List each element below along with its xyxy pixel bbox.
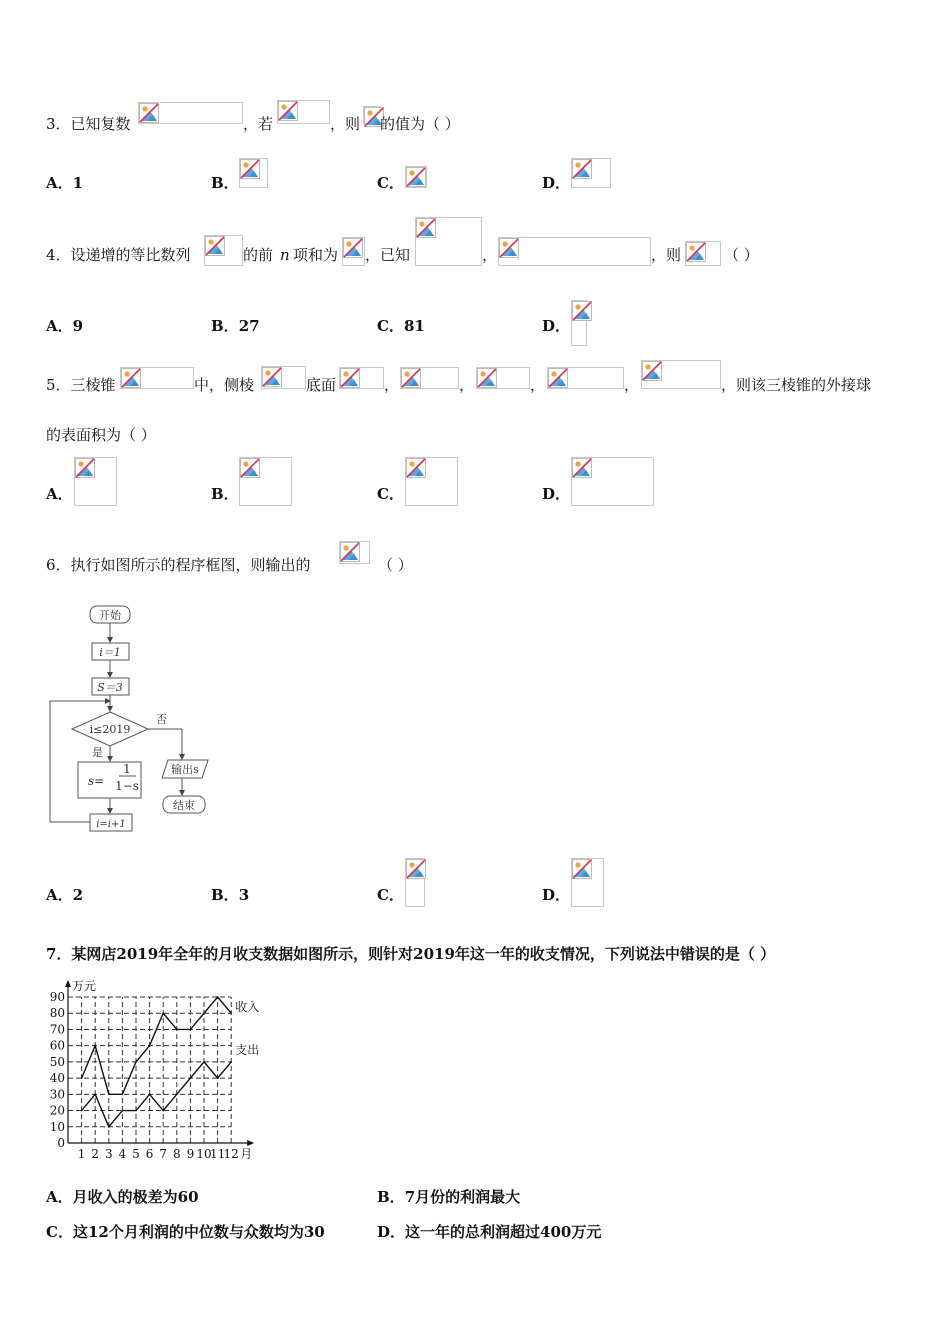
flow-init-s-text: S＝3 <box>97 681 123 694</box>
option-value: 9 <box>72 317 84 335</box>
q3-comma-ruo: ，若 <box>243 115 274 133</box>
y-tick-label: 50 <box>49 1054 65 1069</box>
flow-end-text: 结束 <box>173 799 195 812</box>
flow-assign-left: s= <box>88 774 105 788</box>
option-value: 81 <box>403 317 425 335</box>
x-tick-label: 11 <box>209 1147 226 1161</box>
data-point <box>217 1077 219 1079</box>
formula-image <box>261 366 306 389</box>
q7-option-d[interactable] <box>377 1222 601 1242</box>
q5-stem-line2: 的表面积为（ ） <box>46 426 156 444</box>
flow-start-text: 开始 <box>99 609 121 622</box>
q4-stem-d: ，已知 <box>365 246 411 264</box>
broken-image-icon <box>262 367 282 387</box>
data-point <box>81 1077 83 1079</box>
q5-stem-c: 底面 <box>306 376 337 394</box>
data-point <box>122 1110 124 1112</box>
option-value: 27 <box>238 317 260 335</box>
x-tick-label: 7 <box>159 1147 168 1161</box>
formula-image <box>339 541 370 564</box>
formula-image <box>120 367 194 389</box>
option-label: C． <box>377 317 404 335</box>
series-label: 收入 <box>235 1000 260 1015</box>
broken-image-icon <box>121 368 141 388</box>
broken-image-icon <box>477 368 497 388</box>
broken-image-icon <box>499 238 519 258</box>
broken-image-icon <box>642 361 662 381</box>
flow-assign-den: 1−s <box>115 779 139 793</box>
q4-option-a[interactable] <box>46 316 83 336</box>
formula-image <box>498 237 651 266</box>
data-point <box>176 1094 178 1096</box>
broken-image-icon <box>401 368 421 388</box>
data-point <box>135 1061 137 1063</box>
q7-option-b[interactable] <box>377 1187 520 1207</box>
q5-option-a[interactable] <box>46 484 73 504</box>
data-point <box>135 1110 137 1112</box>
q5-option-b[interactable] <box>211 484 239 504</box>
option-value: 2 <box>72 886 84 904</box>
option-label: D． <box>542 174 571 192</box>
x-tick-label: 12 <box>223 1147 239 1161</box>
broken-image-icon <box>278 101 298 121</box>
option-label: C． <box>377 174 404 192</box>
option-label: D． <box>542 317 571 335</box>
q6-stem: 6．执行如图所示的程序框图，则输出的 <box>46 556 311 574</box>
option-label: A． <box>46 886 73 904</box>
x-axis-arrow <box>247 1140 254 1146</box>
q4-option-c[interactable] <box>377 316 425 336</box>
y-tick-label: 10 <box>49 1119 65 1134</box>
y-tick-label: 0 <box>57 1136 65 1150</box>
data-point <box>230 1061 232 1063</box>
data-point <box>217 996 219 998</box>
broken-image-icon <box>572 859 592 879</box>
option-value: 3 <box>238 886 250 904</box>
x-tick-label: 4 <box>118 1147 127 1161</box>
option-label: A． <box>46 317 73 335</box>
option-label: A． <box>46 174 73 192</box>
formula-image <box>405 457 458 506</box>
q3-stem-end: 的值为（ ） <box>380 115 460 133</box>
formula-image <box>685 241 721 266</box>
q4-stem-e: ，则 <box>651 246 682 264</box>
broken-image-icon <box>406 458 426 478</box>
formula-image <box>339 367 384 389</box>
x-tick-label: 6 <box>145 1147 154 1161</box>
q5-comma: ， <box>624 376 640 394</box>
data-point <box>81 1110 83 1112</box>
data-point <box>108 1126 110 1128</box>
x-axis-label: 月 <box>240 1147 253 1161</box>
q3-option-c[interactable] <box>377 173 404 193</box>
data-point <box>149 1094 151 1096</box>
formula-image <box>342 237 365 266</box>
option-label: B． <box>211 174 239 192</box>
data-point <box>190 1077 192 1079</box>
data-point <box>162 1110 164 1112</box>
formula-image <box>138 102 243 124</box>
broken-image-icon <box>548 368 568 388</box>
data-point <box>162 1012 164 1014</box>
flow-incr-text: i=i+1 <box>96 819 126 830</box>
q5-option-d[interactable] <box>542 484 570 504</box>
broken-image-icon <box>75 458 95 478</box>
broken-image-icon <box>340 368 360 388</box>
y-tick-label: 90 <box>49 990 65 1004</box>
q4-option-b[interactable] <box>211 316 260 336</box>
formula-image <box>641 360 721 389</box>
q6-stem-end: （ ） <box>378 556 413 574</box>
option-label: B． <box>211 886 239 904</box>
formula-image <box>571 457 654 506</box>
flow-no-label: 否 <box>156 713 167 726</box>
x-tick-label: 2 <box>91 1147 100 1161</box>
q5-stem-end: ，则该三棱锥的外接球 <box>721 376 872 394</box>
q4-stem-a: 4．设递增的等比数列 <box>46 246 191 264</box>
y-tick-label: 80 <box>49 1006 65 1021</box>
formula-image <box>239 457 292 506</box>
formula-image <box>204 235 243 266</box>
option-label: B． <box>211 317 239 335</box>
y-tick-label: 20 <box>49 1103 65 1118</box>
data-point <box>94 1045 96 1047</box>
q5-comma: ， <box>459 376 475 394</box>
option-label: D． <box>542 886 571 904</box>
q3-option-d[interactable] <box>542 173 570 193</box>
data-point <box>203 1012 205 1014</box>
option-value: 7月份的利润最大 <box>404 1188 521 1206</box>
formula-image <box>547 367 624 389</box>
x-tick-label: 10 <box>196 1147 212 1161</box>
broken-image-icon <box>416 218 436 238</box>
broken-image-icon <box>240 458 260 478</box>
y-axis-arrow <box>65 980 71 987</box>
q4-stem-n: n <box>280 246 290 264</box>
formula-image <box>415 217 482 266</box>
y-tick-label: 70 <box>49 1022 65 1037</box>
q5-option-c[interactable] <box>377 484 404 504</box>
q7-stem: 7．某网店2019年全年的月收支数据如图所示，则针对2019年这一年的收支情况，下列说法中错误的是（ ） <box>46 945 776 963</box>
q3-comma-ze: ，则 <box>330 115 361 133</box>
option-label: D． <box>377 1223 406 1241</box>
formula-image <box>277 100 330 124</box>
q4-stem-b: 的前 <box>243 246 274 264</box>
flow-output-text: 输出s <box>171 763 199 776</box>
q4-stem-end: （ ） <box>724 246 759 264</box>
formula-image <box>363 106 380 124</box>
data-point <box>176 1029 178 1031</box>
income-expense-chart <box>40 975 300 1165</box>
broken-image-icon <box>205 236 225 256</box>
data-point <box>149 1045 151 1047</box>
y-tick-label: 60 <box>49 1038 65 1053</box>
q6-option-c[interactable] <box>377 885 404 905</box>
x-tick-label: 9 <box>186 1147 195 1161</box>
q7-option-a[interactable] <box>46 1187 199 1207</box>
broken-image-icon <box>572 458 592 478</box>
y-tick-label: 30 <box>49 1087 65 1102</box>
data-point <box>94 1094 96 1096</box>
option-value: 1 <box>72 174 84 192</box>
q5-comma: ， <box>384 376 400 394</box>
data-point <box>203 1061 205 1063</box>
flowchart <box>40 600 230 840</box>
x-tick-label: 3 <box>104 1147 113 1161</box>
series-label: 支出 <box>235 1042 260 1057</box>
data-point <box>230 1012 232 1014</box>
broken-image-icon <box>406 859 426 879</box>
formula-image <box>476 367 530 389</box>
x-tick-label: 1 <box>77 1147 86 1161</box>
formula-image <box>571 300 587 346</box>
formula-image <box>571 158 611 188</box>
option-label: C． <box>46 1223 73 1241</box>
broken-image-icon <box>343 238 363 258</box>
data-point <box>122 1094 124 1096</box>
option-value: 月收入的极差为60 <box>72 1188 199 1206</box>
data-point <box>190 1029 192 1031</box>
q3-option-b[interactable] <box>211 173 239 193</box>
option-label: A． <box>46 485 73 503</box>
q6-option-b[interactable] <box>211 885 249 905</box>
data-point <box>108 1094 110 1096</box>
formula-image <box>405 166 427 188</box>
q3-option-a[interactable] <box>46 173 83 193</box>
option-value: 这一年的总利润超过400万元 <box>405 1223 602 1241</box>
formula-image <box>74 457 117 506</box>
broken-image-icon <box>139 103 159 123</box>
q4-option-d[interactable] <box>542 316 570 336</box>
broken-image-icon <box>340 542 360 562</box>
formula-image <box>405 858 425 907</box>
option-label: B． <box>377 1188 405 1206</box>
y-axis-label: 万元 <box>72 979 97 993</box>
q6-option-a[interactable] <box>46 885 83 905</box>
x-tick-label: 5 <box>132 1147 140 1161</box>
x-tick-label: 8 <box>172 1147 181 1161</box>
flow-cond-text: i≤2019 <box>89 723 131 736</box>
broken-image-icon <box>686 242 706 262</box>
q4-stem-c: 项和为 <box>293 246 339 264</box>
formula-image <box>400 367 459 389</box>
q5-stem-b: 中，侧棱 <box>194 376 255 394</box>
q5-stem-a: 5．三棱锥 <box>46 376 116 394</box>
option-label: D． <box>542 485 571 503</box>
flow-assign-num: 1 <box>123 762 131 776</box>
option-label: A． <box>46 1188 73 1206</box>
flow-yes-label: 是 <box>92 746 103 759</box>
broken-image-icon <box>572 159 592 179</box>
option-label: C． <box>377 485 404 503</box>
option-label: B． <box>211 485 239 503</box>
option-value: 这12个月利润的中位数与众数均为30 <box>72 1223 325 1241</box>
y-tick-label: 40 <box>49 1071 65 1086</box>
broken-image-icon <box>572 301 592 321</box>
option-label: C． <box>377 886 404 904</box>
q7-option-c[interactable] <box>46 1222 325 1242</box>
q3-stem-start: 3．已知复数 <box>46 115 131 133</box>
broken-image-icon <box>240 159 260 179</box>
formula-image <box>239 158 268 188</box>
broken-image-icon <box>406 167 426 187</box>
q6-option-d[interactable] <box>542 885 570 905</box>
flow-init-i-text: i＝1 <box>99 646 121 659</box>
q4-comma: ， <box>482 246 498 264</box>
q5-comma: ， <box>530 376 546 394</box>
formula-image <box>571 858 604 907</box>
